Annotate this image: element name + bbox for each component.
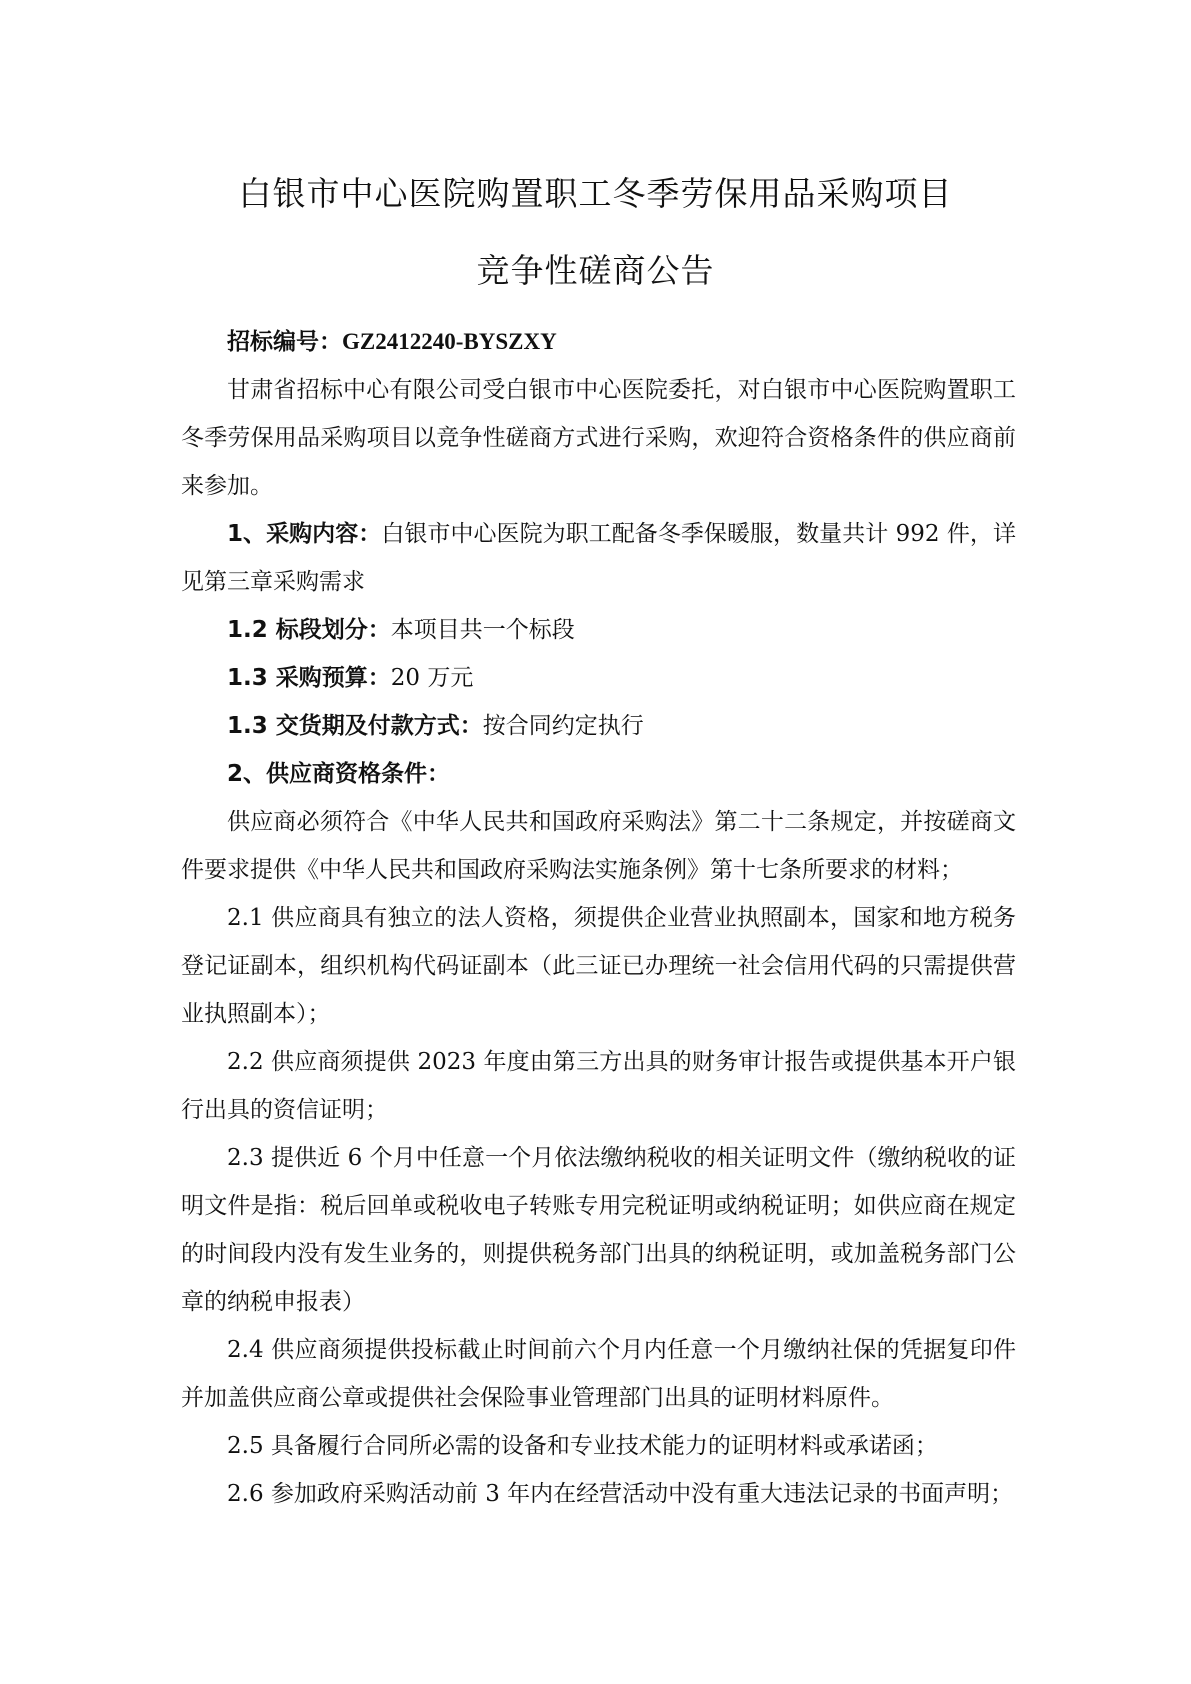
section-2-heading <box>181 750 1016 798</box>
section-2-3: 2.3 提供近 6 个月中任意一个月依法缴纳税收的相关证明文件（缴纳税收的证明文件是指：税后回单或税收电子转账专用完税证明或纳税证明；如供应商在规定的时间段内没有发生业务的，则提供税务部门出具的纳税证明，或加盖税务部门公章的纳税申报表） <box>181 1145 1016 1315</box>
section-1-3-budget-text: 20 万元 <box>390 665 474 691</box>
section-1-3-delivery-text: 按合同约定执行 <box>482 713 644 739</box>
section-2-1: 2.1 供应商具有独立的法人资格，须提供企业营业执照副本，国家和地方税务登记证副本，组织机构代码证副本（此三证已办理统一社会信用代码的只需提供营业执照副本）； <box>181 905 1016 1027</box>
section-1-3-budget <box>181 654 1016 702</box>
tender-number-value: GZ2412240-BYSZXY <box>342 329 557 354</box>
section-2-2: 2.2 供应商须提供 2023 年度由第三方出具的财务审计报告或提供基本开户银行出具的资信证明； <box>181 1049 1016 1123</box>
section-2-4: 2.4 供应商须提供投标截止时间前六个月内任意一个月缴纳社保的凭据复印件并加盖供应商公章或提供社会保险事业管理部门出具的证明材料原件。 <box>181 1337 1016 1411</box>
section-1-2 <box>181 606 1016 654</box>
section-2-5: 2.5 具备履行合同所必需的设备和专业技术能力的证明材料或承诺函； <box>227 1433 938 1459</box>
section-1-label: 1、采购内容： <box>227 521 382 547</box>
section-1-text: 白银市中心医院为职工配备冬季保暖服，数量共计 992 件，详见第三章采购需求 <box>181 521 1016 595</box>
section-1-3-budget-label: 1.3 采购预算： <box>227 665 391 691</box>
document-subtitle: 竞争性磋商公告 <box>476 251 715 290</box>
tender-number-label: 招标编号： <box>227 329 342 355</box>
section-2-label: 2、供应商资格条件： <box>227 761 451 787</box>
section-2-text: 供应商必须符合《中华人民共和国政府采购法》第二十二条规定，并按磋商文件要求提供《中华人民共和国政府采购法实施条例》第十七条所要求的材料； <box>181 809 1016 883</box>
section-1-2-text: 本项目共一个标段 <box>390 617 575 643</box>
section-1-2-label: 1.2 标段划分： <box>227 617 391 643</box>
document-body <box>181 318 1016 1518</box>
section-1-3-delivery-label: 1.3 交货期及付款方式： <box>227 713 483 739</box>
tender-number <box>181 318 1016 366</box>
section-1-3-delivery <box>181 702 1016 750</box>
intro-paragraph: 甘肃省招标中心有限公司受白银市中心医院委托，对白银市中心医院购置职工冬季劳保用品采购项目以竞争性磋商方式进行采购，欢迎符合资格条件的供应商前来参加。 <box>181 377 1016 499</box>
section-2-6: 2.6 参加政府采购活动前 3 年内在经营活动中没有重大违法记录的书面声明； <box>227 1481 1014 1507</box>
document-title: 白银市中心医院购置职工冬季劳保用品采购项目 <box>238 174 953 213</box>
section-1 <box>181 510 1016 606</box>
